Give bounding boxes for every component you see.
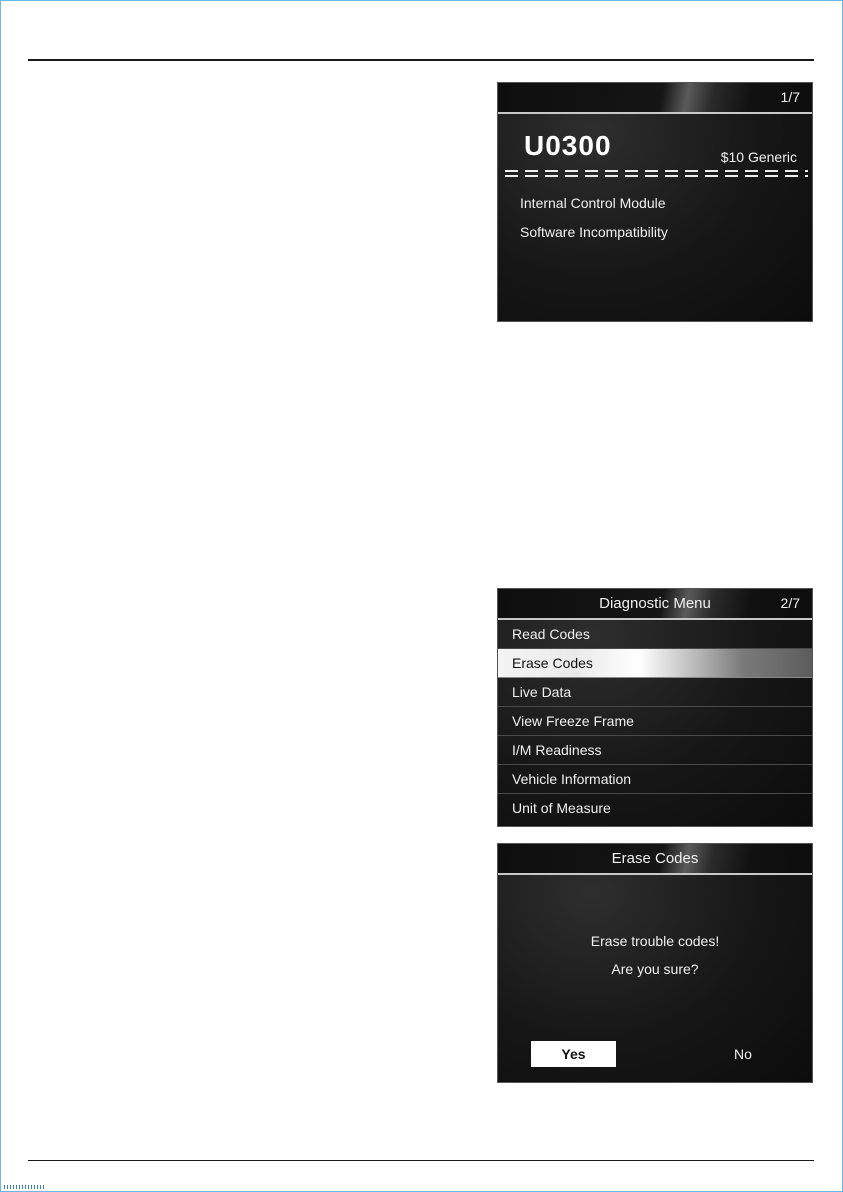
dtc-code: U0300 [524,130,612,161]
dtc-description-line: Internal Control Module [520,195,666,211]
menu-item-im-readiness[interactable]: I/M Readiness [498,736,812,765]
erase-message: Erase trouble codes! [590,933,720,949]
dashed-divider-bottom [505,175,808,177]
diagnostic-menu-screen [497,588,813,827]
menu-item-live-data[interactable]: Live Data [498,678,812,707]
menu-item-erase-codes[interactable]: Erase Codes [498,649,812,678]
menu-page-indicator: 2/7 [780,595,800,611]
dtc-detail-screen [497,82,813,322]
menu-item-vehicle-information[interactable]: Vehicle Information [498,765,812,794]
footer-rule [28,1160,814,1161]
header-rule [28,59,814,61]
diagnostic-menu-list [498,620,812,823]
erase-titlebar [498,844,812,875]
dtc-description-line: Software Incompatibility [520,224,668,240]
menu-title: Diagnostic Menu [599,595,711,612]
menu-item-unit-of-measure[interactable]: Unit of Measure [512,800,611,816]
erase-title: Erase Codes [611,850,699,867]
yes-button[interactable]: Yes [531,1041,616,1067]
dtc-type: $10 Generic [720,149,797,165]
no-button[interactable]: No [734,1046,752,1062]
dtc-page-indicator: 1/7 [780,89,800,105]
menu-item-read-codes[interactable]: Read Codes [498,620,812,649]
dashed-divider-top [505,170,808,172]
menu-item-view-freeze-frame[interactable]: View Freeze Frame [498,707,812,736]
page-corner-mark [4,1185,44,1189]
confirm-question: Are you sure? [611,961,699,977]
menu-titlebar [498,589,812,620]
erase-codes-screen [497,843,813,1083]
dtc-titlebar [498,83,812,114]
